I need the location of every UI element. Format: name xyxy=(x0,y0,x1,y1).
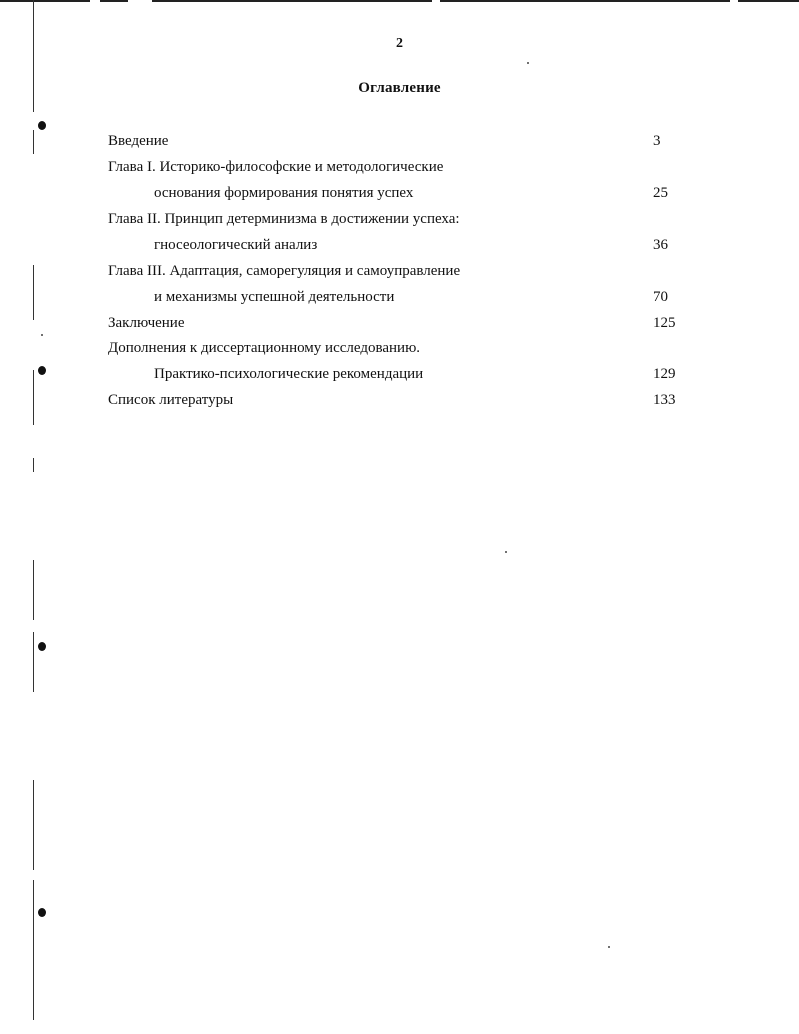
scan-top-edge xyxy=(100,0,128,2)
scan-left-edge xyxy=(33,880,34,1020)
toc-entry xyxy=(108,183,678,203)
toc-entry xyxy=(108,390,678,410)
toc-entry xyxy=(108,131,678,151)
toc-entry xyxy=(108,338,678,358)
page-title: Оглавление xyxy=(358,80,441,96)
scan-left-edge xyxy=(33,780,34,870)
scan-left-edge xyxy=(33,632,34,692)
toc-entry-page: 125 xyxy=(653,315,676,331)
toc-entry-text: Практико-психологические рекомендации xyxy=(154,366,424,382)
toc-entry-text: Глава III. Адаптация, саморегуляция и самоуправление xyxy=(108,263,461,279)
toc-entry xyxy=(108,364,678,384)
scan-speck xyxy=(41,334,43,336)
punch-hole-dot xyxy=(38,366,46,375)
punch-hole-dot xyxy=(38,908,46,917)
toc-entry-page: 25 xyxy=(653,185,668,201)
toc-entry-page: 3 xyxy=(653,133,661,149)
scan-left-edge xyxy=(33,130,34,154)
page-number: 2 xyxy=(396,36,403,51)
toc-entry-page: 36 xyxy=(653,237,668,253)
punch-hole-dot xyxy=(38,642,46,651)
toc-entry-page: 70 xyxy=(653,289,668,305)
punch-hole-dot xyxy=(38,121,46,130)
toc-entry-text: Введение xyxy=(108,133,169,149)
scan-left-edge xyxy=(33,560,34,620)
toc-entry-text: и механизмы успешной деятельности xyxy=(154,289,395,305)
scan-top-edge xyxy=(0,0,90,2)
toc-entry xyxy=(108,261,678,281)
toc-entry xyxy=(108,157,678,177)
toc-entry xyxy=(108,235,678,255)
scan-left-edge xyxy=(33,370,34,425)
scan-left-edge xyxy=(33,265,34,320)
scan-speck xyxy=(527,62,529,64)
toc-entry xyxy=(108,287,678,307)
toc-entry-text: Глава II. Принцип детерминизма в достижении успеха: xyxy=(108,211,460,227)
scan-left-edge xyxy=(33,458,34,472)
toc-entry-text: гносеологический анализ xyxy=(154,237,318,253)
scan-speck xyxy=(505,551,507,553)
scan-speck xyxy=(608,946,610,948)
scan-top-edge xyxy=(738,0,799,2)
toc-entry-text: Дополнения к диссертационному исследованию. xyxy=(108,340,421,356)
toc-entry xyxy=(108,313,678,333)
toc-entry-page: 129 xyxy=(653,366,676,382)
toc-entry-text: Список литературы xyxy=(108,392,234,408)
toc-entry-text: Глава I. Историко-философские и методологические xyxy=(108,159,444,175)
toc-entry-page: 133 xyxy=(653,392,676,408)
toc-entry xyxy=(108,209,678,229)
scan-top-edge xyxy=(440,0,730,2)
toc-entry-text: основания формирования понятия успех xyxy=(154,185,414,201)
toc-entry-text: Заключение xyxy=(108,315,185,331)
scan-top-edge xyxy=(152,0,432,2)
